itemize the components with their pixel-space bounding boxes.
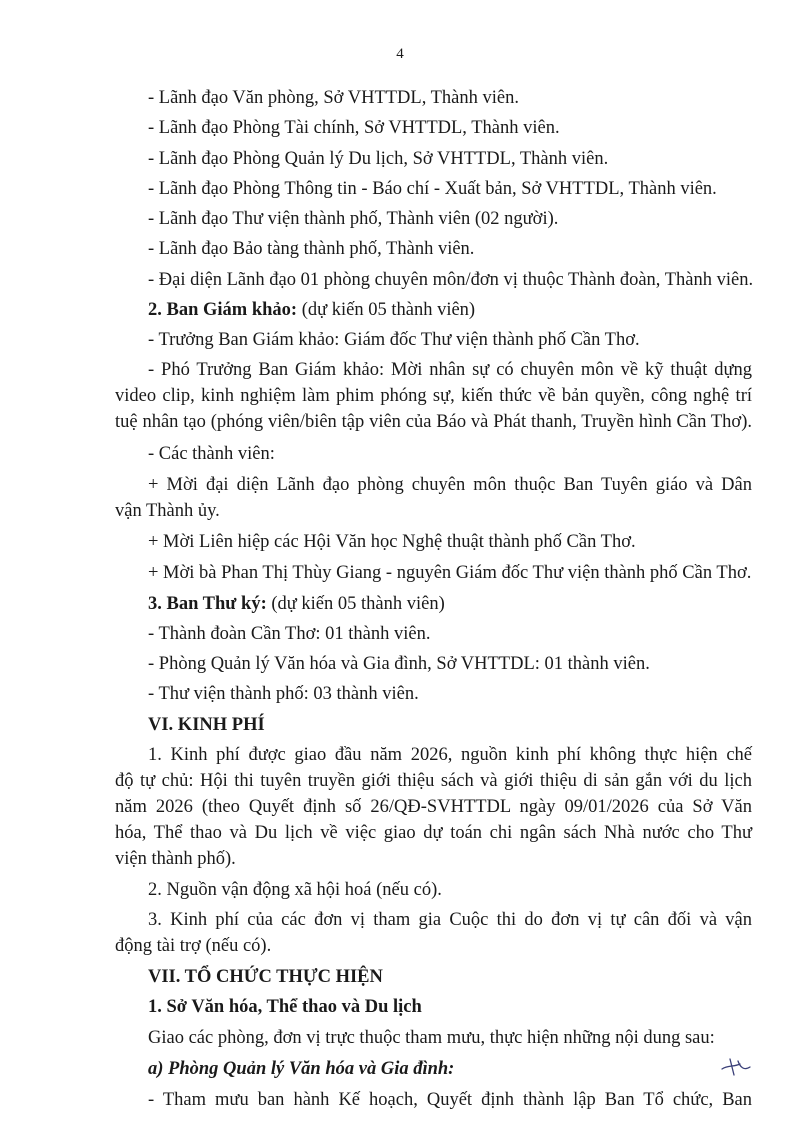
heading-label: 2. Ban Giám khảo: [148,300,298,320]
text-line: video clip, kinh nghiệm làm phim phóng sự, kiến thức về bản quyền, công nghệ trí [115,386,752,406]
text-line: + Mời Liên hiệp các Hội Văn học Nghệ thuật thành phố Cần Thơ. [148,532,636,552]
initials-signature-mark [720,1055,752,1079]
text-line: 1. Kinh phí được giao đầu năm 2026, nguồn kinh phí không thực hiện chế [148,745,752,765]
section-heading-ban-giam-khao [148,296,475,325]
text-line: - Trưởng Ban Giám khảo: Giám đốc Thư viện thành phố Cần Thơ. [148,330,640,350]
section-heading-kinh-phi: VI. KINH PHÍ [148,715,265,735]
text-line: - Tham mưu ban hành Kế hoạch, Quyết định thành lập Ban Tổ chức, Ban [148,1090,752,1110]
text-line: - Các thành viên: [148,444,275,464]
text-line: 3. Kinh phí của các đơn vị tham gia Cuộc thi do đơn vị tự cân đối và vận [148,910,752,930]
text-line: - Thành đoàn Cần Thơ: 01 thành viên. [148,624,431,644]
text-line: - Phó Trưởng Ban Giám khảo: Mời nhân sự có chuyên môn về kỹ thuật dựng [148,360,752,380]
heading-label: 3. Ban Thư ký: [148,594,267,614]
page-number: 4 [396,46,404,62]
text-line: + Mời bà Phan Thị Thùy Giang - nguyên Giám đốc Thư viện thành phố Cần Thơ. [148,563,752,583]
section-heading-to-chuc-thuc-hien: VII. TỔ CHỨC THỰC HIỆN [148,967,383,987]
text-line: năm 2026 (theo Quyết định số 26/QĐ-SVHTTDL ngày 09/01/2026 của Sở Văn [115,797,752,817]
text-line: tuệ nhân tạo (phóng viên/biên tập viên của Báo và Phát thanh, Truyền hình Cần Thơ). [115,412,752,432]
text-line: hóa, Thể thao và Du lịch về việc giao dự toán chi ngân sách Nhà nước cho Thư [115,823,752,843]
text-line: - Lãnh đạo Bảo tàng thành phố, Thành viên. [148,239,475,259]
text-line: - Thư viện thành phố: 03 thành viên. [148,684,419,704]
text-line: - Lãnh đạo Phòng Tài chính, Sở VHTTDL, Thành viên. [148,118,560,138]
text-line: - Phòng Quản lý Văn hóa và Gia đình, Sở VHTTDL: 01 thành viên. [148,654,650,674]
text-line: độ tự chủ: Hội thi tuyên truyền giới thiệu sách và giới thiệu di sản gắn với du lịch [115,771,752,791]
text-line: 2. Nguồn vận động xã hội hoá (nếu có). [148,880,442,900]
text-line: - Lãnh đạo Phòng Quản lý Du lịch, Sở VHTTDL, Thành viên. [148,149,609,169]
text-line: - Đại diện Lãnh đạo 01 phòng chuyên môn/đơn vị thuộc Thành đoàn, Thành viên. [148,270,754,290]
text-line: viện thành phố). [115,849,236,869]
text-line: vận Thành ủy. [115,501,220,521]
text-line: Giao các phòng, đơn vị trực thuộc tham mưu, thực hiện những nội dung sau: [148,1028,715,1048]
heading-note: (dự kiến 05 thành viên) [266,594,445,614]
text-line: + Mời đại diện Lãnh đạo phòng chuyên môn thuộc Ban Tuyên giáo và Dân [148,475,752,495]
section-heading-ban-thu-ky [148,590,445,619]
subsection-heading-italic: a) Phòng Quản lý Văn hóa và Gia đình: [148,1059,455,1079]
text-line: - Lãnh đạo Phòng Thông tin - Báo chí - Xuất bản, Sở VHTTDL, Thành viên. [148,179,717,199]
heading-note: (dự kiến 05 thành viên) [297,300,476,320]
text-line: động tài trợ (nếu có). [115,936,272,956]
text-line: - Lãnh đạo Thư viện thành phố, Thành viên (02 người). [148,209,559,229]
text-line: - Lãnh đạo Văn phòng, Sở VHTTDL, Thành viên. [148,88,519,108]
subsection-heading: 1. Sở Văn hóa, Thể thao và Du lịch [148,997,422,1017]
